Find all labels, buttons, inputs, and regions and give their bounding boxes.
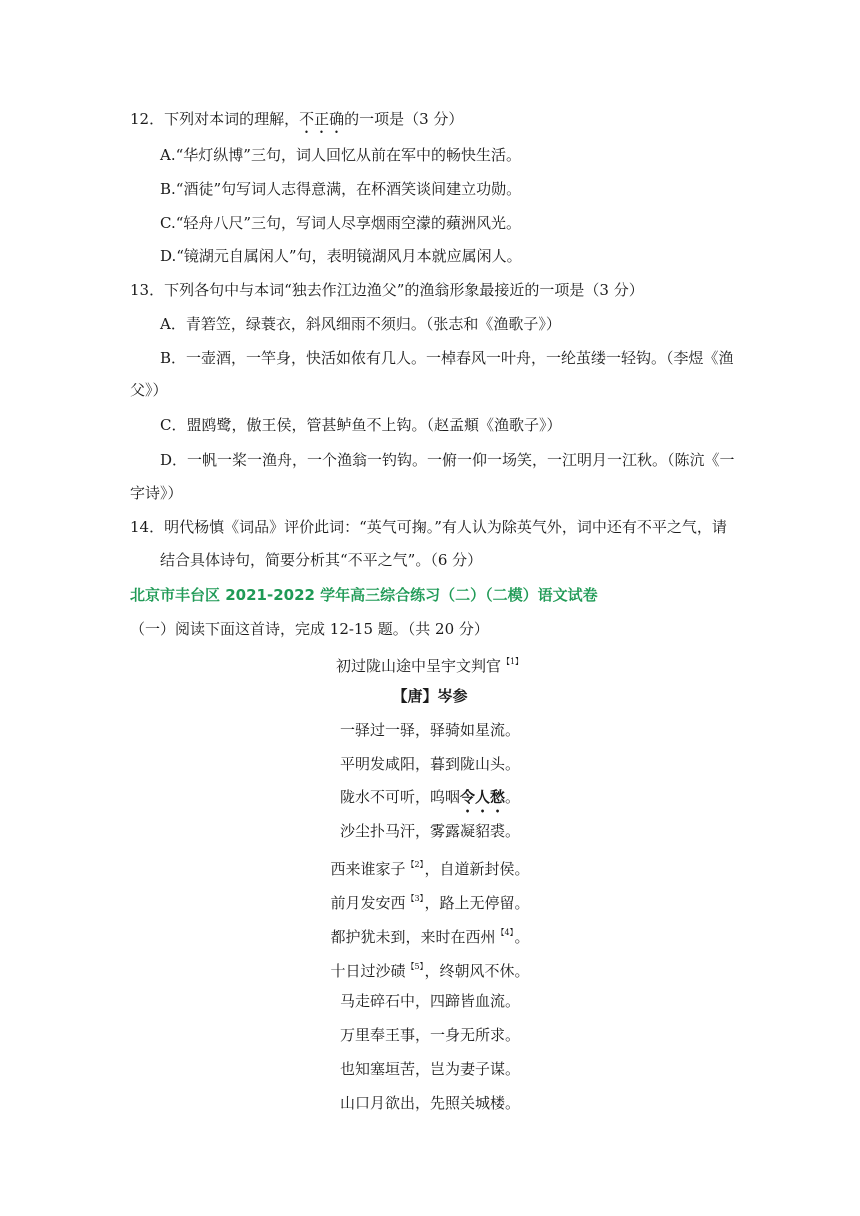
section-heading: 北京市丰台区 2021-2022 学年高三综合练习（二）（二模）语文试卷 [130,586,598,604]
footnote-marker: 【4】 [496,928,514,937]
poem-line-1: 一驿过一驿，驿骑如星流。 [339,721,520,739]
q12-option-d: D.“镜湖元自属闲人”句，表明镜湖风月本就应属闲人。 [160,247,522,265]
poem-line-9: 马走碎石中，四蹄皆血流。 [339,992,520,1010]
poem-line-12: 山口月欲出，先照关城楼。 [339,1094,520,1112]
poem-author [0,686,860,706]
poem-line-6-b: ，路上无停留。 [424,894,530,912]
q12-option-a: A.“华灯纵博”三句，词人回忆从前在军中的畅快生活。 [160,146,521,164]
footnote-marker: 【3】 [406,894,424,903]
q12-option-c: C.“轻舟八尺”三句，写词人尽享烟雨空濛的蘋洲风光。 [160,214,522,232]
q12-option-b: B.“酒徒”句写词人志得意满，在杯酒笑谈间建立功勋。 [160,180,522,198]
q13-option-d-line2: 字诗》） [130,484,183,502]
poem-line-5 [0,855,860,879]
poem-line-3 [0,787,860,816]
q12-suffix: 的一项是（3 分） [344,110,464,128]
poem-line-3-b: 。 [505,788,521,806]
poem-line-3-a: 陇水不可听，呜咽 [339,788,460,806]
question-14-line1: 14．明代杨慎《词品》评价此词：“英气可掬。”有人认为除英气外，词中还有不平之气，请 [130,518,727,536]
poem-line-6 [0,889,860,913]
question-14-line2: 结合具体诗句，简要分析其“不平之气”。（6 分） [160,551,483,569]
footnote-marker: 【1】 [501,657,524,666]
q13-option-b-line1: B．一壶酒，一竿身，快活如侬有几人。一棹春风一叶舟，一纶茧缕一轻钩。（李煜《渔 [160,349,734,367]
poem-line-5-b: ，自道新封侯。 [424,860,530,878]
poem-title [0,652,860,676]
poem-line-6-a: 前月发安西 [330,894,406,912]
question-12-stem [130,109,463,137]
q13-option-a: A．青箬笠，绿蓑衣，斜风细雨不须归。（张志和《渔歌子》） [160,315,561,333]
poem-line-7 [0,923,860,947]
poem-line-4: 沙尘扑马汗，雾露凝貂裘。 [339,822,520,840]
poem-line-2: 平明发咸阳，暮到陇山头。 [339,755,520,773]
q12-emphasis: 不正确 [299,110,345,128]
footnote-marker: 【5】 [406,962,424,971]
poem-title-text: 初过陇山途中呈宇文判官 [335,657,501,675]
poem-line-7-a: 都护犹未到，来时在西州 [330,928,496,946]
section-intro: （一）阅读下面这首诗，完成 12-15 题。（共 20 分） [130,620,489,638]
footnote-marker: 【2】 [406,860,424,869]
poem-author-text: 【唐】岑参 [392,687,468,705]
poem-line-8 [0,957,860,981]
poem-line-3-emphasis: 令人愁 [459,788,505,806]
q12-prefix: 12．下列对本词的理解， [130,110,300,128]
poem-line-8-a: 十日过沙碛 [330,962,406,980]
q13-option-d-line1: D．一帆一桨一渔舟，一个渔翁一钓钩。一俯一仰一场笑，一江明月一江秋。（陈沆《一 [160,451,735,469]
poem-line-5-a: 西来谁家子 [330,860,406,878]
poem-line-8-b: ，终朝风不休。 [424,962,530,980]
poem-line-7-b: 。 [514,928,530,946]
poem-line-11: 也知塞垣苦，岂为妻子谋。 [339,1060,520,1078]
q13-option-b-line2: 父》） [130,381,168,399]
poem-line-10: 万里奉王事，一身无所求。 [339,1026,520,1044]
question-13-stem: 13．下列各句中与本词“独去作江边渔父”的渔翁形象最接近的一项是（3 分） [130,281,644,299]
q13-option-c: C．盟鸥鹭，傲王侯，管甚鲈鱼不上钩。（赵孟頫《渔歌子》） [160,416,562,434]
